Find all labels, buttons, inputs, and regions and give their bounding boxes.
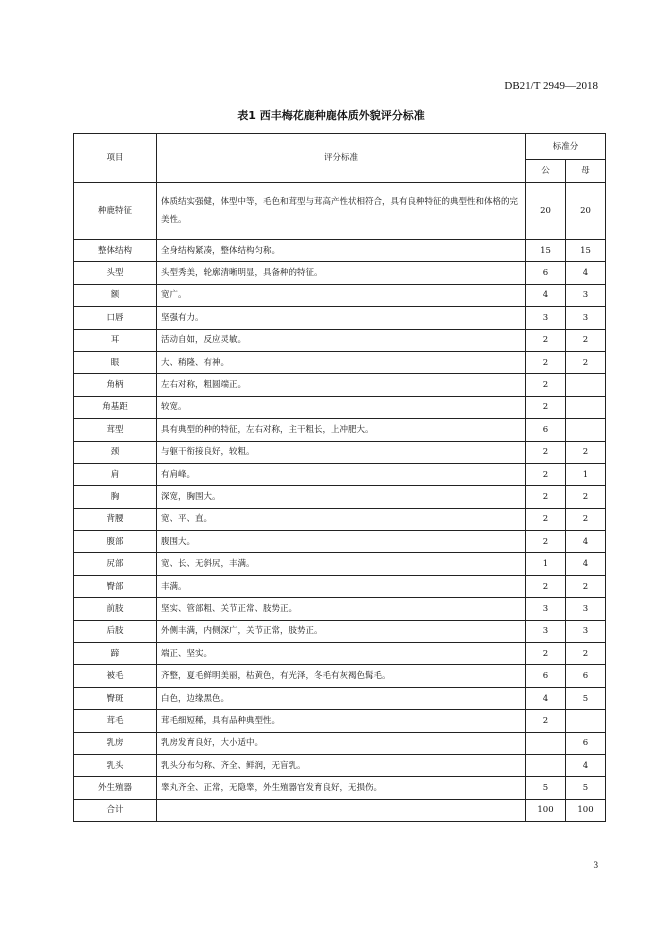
table-row <box>74 575 606 597</box>
row-item: 茸型 <box>74 419 157 441</box>
row-item: 角基距 <box>74 396 157 418</box>
row-female-score: 3 <box>566 620 606 642</box>
row-male-score: 4 <box>526 284 566 306</box>
table-row <box>74 799 606 821</box>
row-female-score: 4 <box>566 754 606 776</box>
row-female-score <box>566 710 606 732</box>
row-criteria: 全身结构紧凑，整体结构匀称。 <box>157 240 526 262</box>
table-row <box>74 441 606 463</box>
table-row <box>74 665 606 687</box>
row-female-score: 5 <box>566 777 606 799</box>
row-item: 肩 <box>74 463 157 485</box>
row-male-score: 4 <box>526 687 566 709</box>
row-criteria: 宽、平、直。 <box>157 508 526 530</box>
row-male-score: 15 <box>526 240 566 262</box>
scoring-table <box>73 133 606 822</box>
table-row <box>74 508 606 530</box>
table-row <box>74 396 606 418</box>
row-male-score: 6 <box>526 419 566 441</box>
row-item: 头型 <box>74 262 157 284</box>
row-item: 眼 <box>74 351 157 373</box>
row-item: 乳头 <box>74 754 157 776</box>
row-criteria: 腹围大。 <box>157 531 526 553</box>
row-criteria: 有肩峰。 <box>157 463 526 485</box>
row-male-score: 2 <box>526 486 566 508</box>
table-row <box>74 183 606 240</box>
row-female-score: 6 <box>566 732 606 754</box>
row-male-score: 2 <box>526 531 566 553</box>
row-item: 种鹿特征 <box>74 183 157 240</box>
row-criteria: 大、稍隆、有神。 <box>157 351 526 373</box>
table-row <box>74 419 606 441</box>
row-female-score: 2 <box>566 643 606 665</box>
table-row <box>74 351 606 373</box>
row-male-score: 2 <box>526 710 566 732</box>
row-item: 口唇 <box>74 307 157 329</box>
row-criteria: 体质结实强健，体型中等，毛色和茸型与茸高产性状相符合，具有良种特征的典型性和体格的完美性。 <box>157 183 526 240</box>
row-item: 外生殖器 <box>74 777 157 799</box>
row-criteria: 坚实、管部粗、关节正常、肢势正。 <box>157 598 526 620</box>
table-row <box>74 262 606 284</box>
row-female-score <box>566 419 606 441</box>
header-male: 公 <box>526 160 566 183</box>
table-row <box>74 531 606 553</box>
row-criteria: 具有典型的种的特征，左右对称，主干粗长，上冲肥大。 <box>157 419 526 441</box>
row-criteria: 头型秀美，轮廓清晰明显，具备种的特征。 <box>157 262 526 284</box>
row-item: 整体结构 <box>74 240 157 262</box>
row-male-score: 3 <box>526 307 566 329</box>
table-row <box>74 329 606 351</box>
header-row <box>74 134 606 160</box>
row-criteria: 齐整，夏毛鲜明美丽，枯黄色，有光泽，冬毛有灰褐色髯毛。 <box>157 665 526 687</box>
row-criteria: 较宽。 <box>157 396 526 418</box>
row-item: 胸 <box>74 486 157 508</box>
row-male-score: 6 <box>526 665 566 687</box>
table-row <box>74 643 606 665</box>
row-criteria: 乳头分布匀称、齐全、鲜润，无盲乳。 <box>157 754 526 776</box>
row-item: 额 <box>74 284 157 306</box>
row-male-score: 20 <box>526 183 566 240</box>
row-criteria: 深宽，胸围大。 <box>157 486 526 508</box>
row-female-score <box>566 374 606 396</box>
row-criteria: 端正、坚实。 <box>157 643 526 665</box>
row-male-score <box>526 754 566 776</box>
row-criteria: 茸毛细短稀，具有品种典型性。 <box>157 710 526 732</box>
row-criteria: 外侧丰满，内侧深广，关节正常，肢势正。 <box>157 620 526 642</box>
row-female-score: 3 <box>566 307 606 329</box>
row-criteria: 丰满。 <box>157 575 526 597</box>
row-male-score: 2 <box>526 396 566 418</box>
header-female: 母 <box>566 160 606 183</box>
row-female-score: 100 <box>566 799 606 821</box>
row-female-score: 3 <box>566 284 606 306</box>
table-row <box>74 240 606 262</box>
row-criteria <box>157 799 526 821</box>
row-female-score: 2 <box>566 329 606 351</box>
row-female-score: 2 <box>566 508 606 530</box>
table-row <box>74 284 606 306</box>
row-male-score: 6 <box>526 262 566 284</box>
row-male-score: 2 <box>526 575 566 597</box>
row-female-score: 4 <box>566 553 606 575</box>
row-male-score: 3 <box>526 620 566 642</box>
row-male-score: 100 <box>526 799 566 821</box>
row-item: 颈 <box>74 441 157 463</box>
row-criteria: 坚强有力。 <box>157 307 526 329</box>
table-row <box>74 486 606 508</box>
table-row <box>74 754 606 776</box>
row-male-score: 2 <box>526 508 566 530</box>
table-row <box>74 687 606 709</box>
row-male-score: 1 <box>526 553 566 575</box>
row-item: 蹄 <box>74 643 157 665</box>
header-score: 标准分 <box>526 134 606 160</box>
row-criteria: 与躯干衔接良好，较粗。 <box>157 441 526 463</box>
table-row <box>74 777 606 799</box>
row-criteria: 乳房发育良好，大小适中。 <box>157 732 526 754</box>
row-item: 臀斑 <box>74 687 157 709</box>
row-criteria: 活动自如，反应灵敏。 <box>157 329 526 351</box>
row-item: 被毛 <box>74 665 157 687</box>
row-male-score: 2 <box>526 463 566 485</box>
row-item: 尻部 <box>74 553 157 575</box>
row-item: 前肢 <box>74 598 157 620</box>
row-male-score: 2 <box>526 374 566 396</box>
row-item: 后肢 <box>74 620 157 642</box>
table-row <box>74 598 606 620</box>
table-row <box>74 620 606 642</box>
row-item: 腹部 <box>74 531 157 553</box>
row-female-score: 2 <box>566 441 606 463</box>
row-item: 耳 <box>74 329 157 351</box>
row-criteria: 白色，边缘黑色。 <box>157 687 526 709</box>
row-criteria: 左右对称，粗圆端正。 <box>157 374 526 396</box>
row-female-score: 2 <box>566 486 606 508</box>
table-row <box>74 307 606 329</box>
row-male-score: 2 <box>526 329 566 351</box>
row-female-score: 4 <box>566 531 606 553</box>
row-criteria: 宽、长、无斜尻，丰满。 <box>157 553 526 575</box>
page-number: 3 <box>593 860 598 870</box>
table-title: 表1 西丰梅花鹿种鹿体质外貌评分标准 <box>237 109 425 122</box>
row-female-score: 5 <box>566 687 606 709</box>
row-male-score: 5 <box>526 777 566 799</box>
row-female-score <box>566 396 606 418</box>
row-male-score: 2 <box>526 441 566 463</box>
row-item: 茸毛 <box>74 710 157 732</box>
row-item: 角柄 <box>74 374 157 396</box>
row-female-score: 1 <box>566 463 606 485</box>
row-male-score: 2 <box>526 643 566 665</box>
row-female-score: 20 <box>566 183 606 240</box>
table-row <box>74 463 606 485</box>
table-row <box>74 732 606 754</box>
row-female-score: 6 <box>566 665 606 687</box>
row-item: 合计 <box>74 799 157 821</box>
table-row <box>74 710 606 732</box>
header-item: 项目 <box>74 134 157 183</box>
row-male-score: 3 <box>526 598 566 620</box>
document-code: DB21/T 2949—2018 <box>504 80 598 92</box>
row-criteria: 睾丸齐全、正常，无隐睾，外生殖器官发育良好，无损伤。 <box>157 777 526 799</box>
row-female-score: 15 <box>566 240 606 262</box>
table-row <box>74 553 606 575</box>
row-item: 背腰 <box>74 508 157 530</box>
table-row <box>74 374 606 396</box>
row-criteria: 宽广。 <box>157 284 526 306</box>
row-item: 乳房 <box>74 732 157 754</box>
row-female-score: 4 <box>566 262 606 284</box>
row-female-score: 2 <box>566 575 606 597</box>
row-male-score <box>526 732 566 754</box>
row-item: 臀部 <box>74 575 157 597</box>
row-female-score: 3 <box>566 598 606 620</box>
row-male-score: 2 <box>526 351 566 373</box>
header-criteria: 评分标准 <box>157 134 526 183</box>
row-female-score: 2 <box>566 351 606 373</box>
